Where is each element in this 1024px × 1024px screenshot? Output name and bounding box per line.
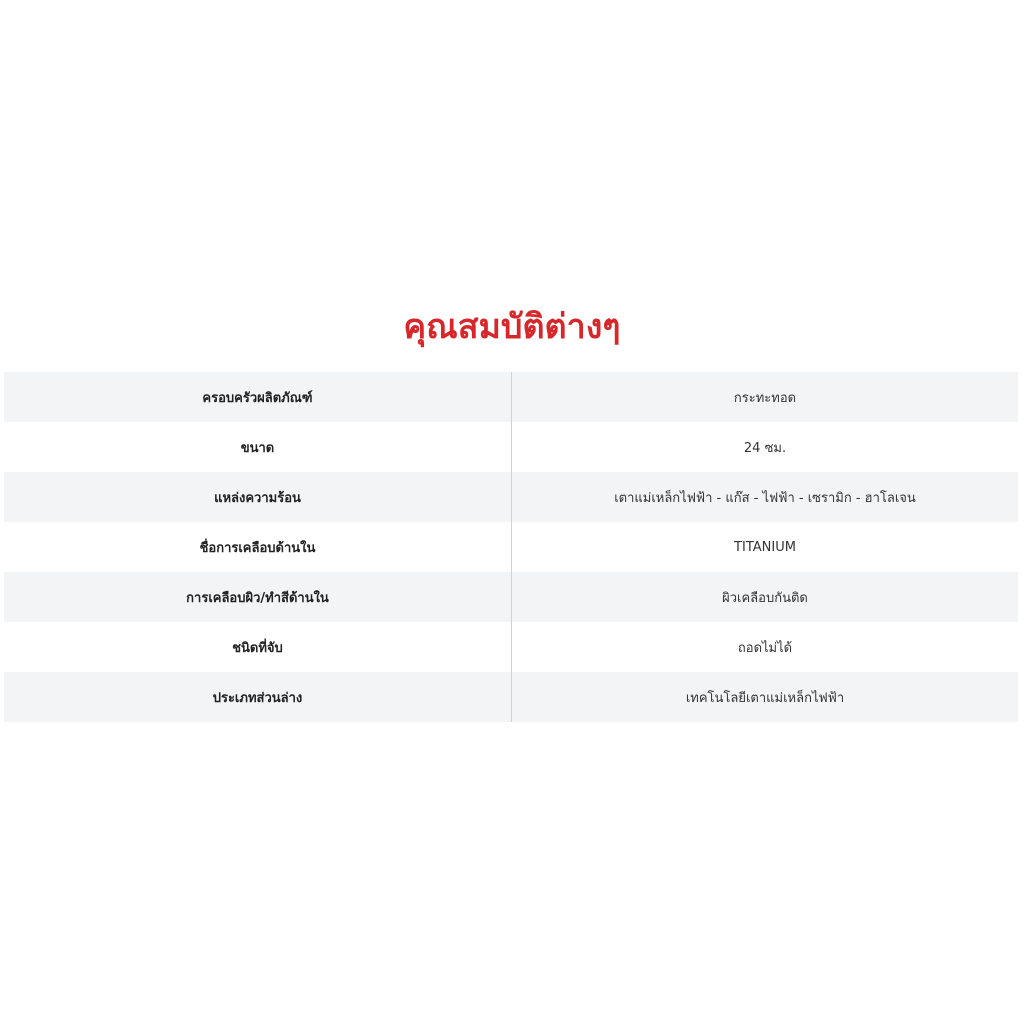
spec-label: ชนิดที่จับ	[4, 622, 512, 672]
spec-label: แหล่งความร้อน	[4, 472, 512, 522]
spec-label: ครอบครัวผลิตภัณฑ์	[4, 372, 512, 422]
spec-label: การเคลือบผิว/ทำสีด้านใน	[4, 572, 512, 622]
spec-table	[4, 372, 1018, 722]
spec-label: ขนาด	[4, 422, 512, 472]
spec-label: ชื่อการเคลือบด้านใน	[4, 522, 512, 572]
table-row	[4, 472, 1018, 522]
table-row	[4, 522, 1018, 572]
table-row	[4, 622, 1018, 672]
table-row	[4, 672, 1018, 722]
spec-value: ผิวเคลือบกันติด	[512, 572, 1019, 622]
table-row	[4, 572, 1018, 622]
spec-value: เทคโนโลยีเตาแม่เหล็กไฟฟ้า	[512, 672, 1019, 722]
spec-value: เตาแม่เหล็กไฟฟ้า - แก๊ส - ไฟฟ้า - เซรามิก - ฮาโลเจน	[512, 472, 1019, 522]
spec-value: 24 ซม.	[512, 422, 1019, 472]
spec-value: ถอดไม่ได้	[512, 622, 1019, 672]
spec-label: ประเภทส่วนล่าง	[4, 672, 512, 722]
spec-value: TITANIUM	[512, 522, 1019, 572]
spec-value: กระทะทอด	[512, 372, 1019, 422]
table-row	[4, 422, 1018, 472]
page-title: คุณสมบัติต่างๆ	[403, 307, 621, 347]
table-row	[4, 372, 1018, 422]
